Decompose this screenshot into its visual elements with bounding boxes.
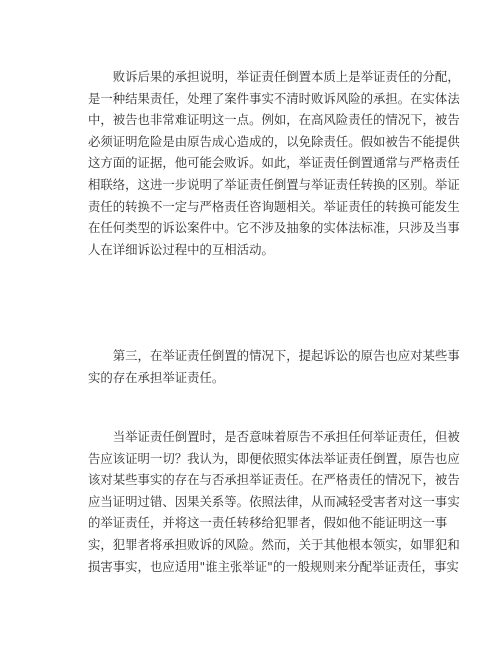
- text-line: 人在详细诉讼过程中的互相活动。: [88, 241, 274, 257]
- text-line: 在任何类型的诉讼案件中。它不涉及抽象的实体法标准，只涉及当事: [88, 220, 460, 236]
- text-line: 应当证明过错、因果关系等。依照法律，从而减轻受害者对这一事实: [88, 493, 460, 509]
- text-line: 这方面的证据，他可能会败诉。如此，举证责任倒置通常与严格责任: [88, 155, 460, 171]
- text-line: 是一种结果责任，处理了案件事实不清时败诉风险的承担。在实体法: [88, 90, 460, 106]
- text-line: 必须证明危险是由原告成心造成的，以免除责任。假如被告不能提供: [88, 133, 460, 149]
- text-line: 中，被告也非常难证明这一点。例如，在高风险责任的情况下，被告: [88, 112, 460, 128]
- text-line: 该对某些事实的存在与否承担举证责任。在严格责任的情况下，被告: [88, 472, 460, 488]
- text-line: 损害事实，也应适用"谁主张举证"的一般规则来分配举证责任，事实: [88, 558, 459, 574]
- text-line: 相联络，这进一步说明了举证责任倒置与举证责任转换的区别。举证: [88, 176, 460, 192]
- text-line: 实，犯罪者将承担败诉的风险。然而，关于其他根本领实，如罪犯和: [88, 536, 460, 552]
- paragraph-burden-consequence: [88, 66, 460, 260]
- paragraph-plaintiff-burden: [88, 426, 460, 577]
- text-line: 第三，在举证责任倒置的情况下，提起诉讼的原告也应对某些事: [88, 348, 460, 363]
- text-line: 告应该证明一切？我认为，即便依照实体法举证责任倒置，原告也应: [88, 450, 460, 466]
- text-line: 责任的转换不一定与严格责任咨询题相关。举证责任的转换可能发生: [88, 198, 460, 214]
- text-line: 的举证责任，并将这一责任转移给犯罪者，假如他不能证明这一事: [88, 515, 448, 531]
- text-line: 当举证责任倒置时，是否意味着原告不承担任何举证责任，但被: [88, 429, 460, 444]
- text-line: 实的存在承担举证责任。: [88, 369, 225, 385]
- text-line: 败诉后果的承担说明，举证责任倒置本质上是举证责任的分配，: [88, 69, 460, 84]
- paragraph-point-three: [88, 345, 460, 388]
